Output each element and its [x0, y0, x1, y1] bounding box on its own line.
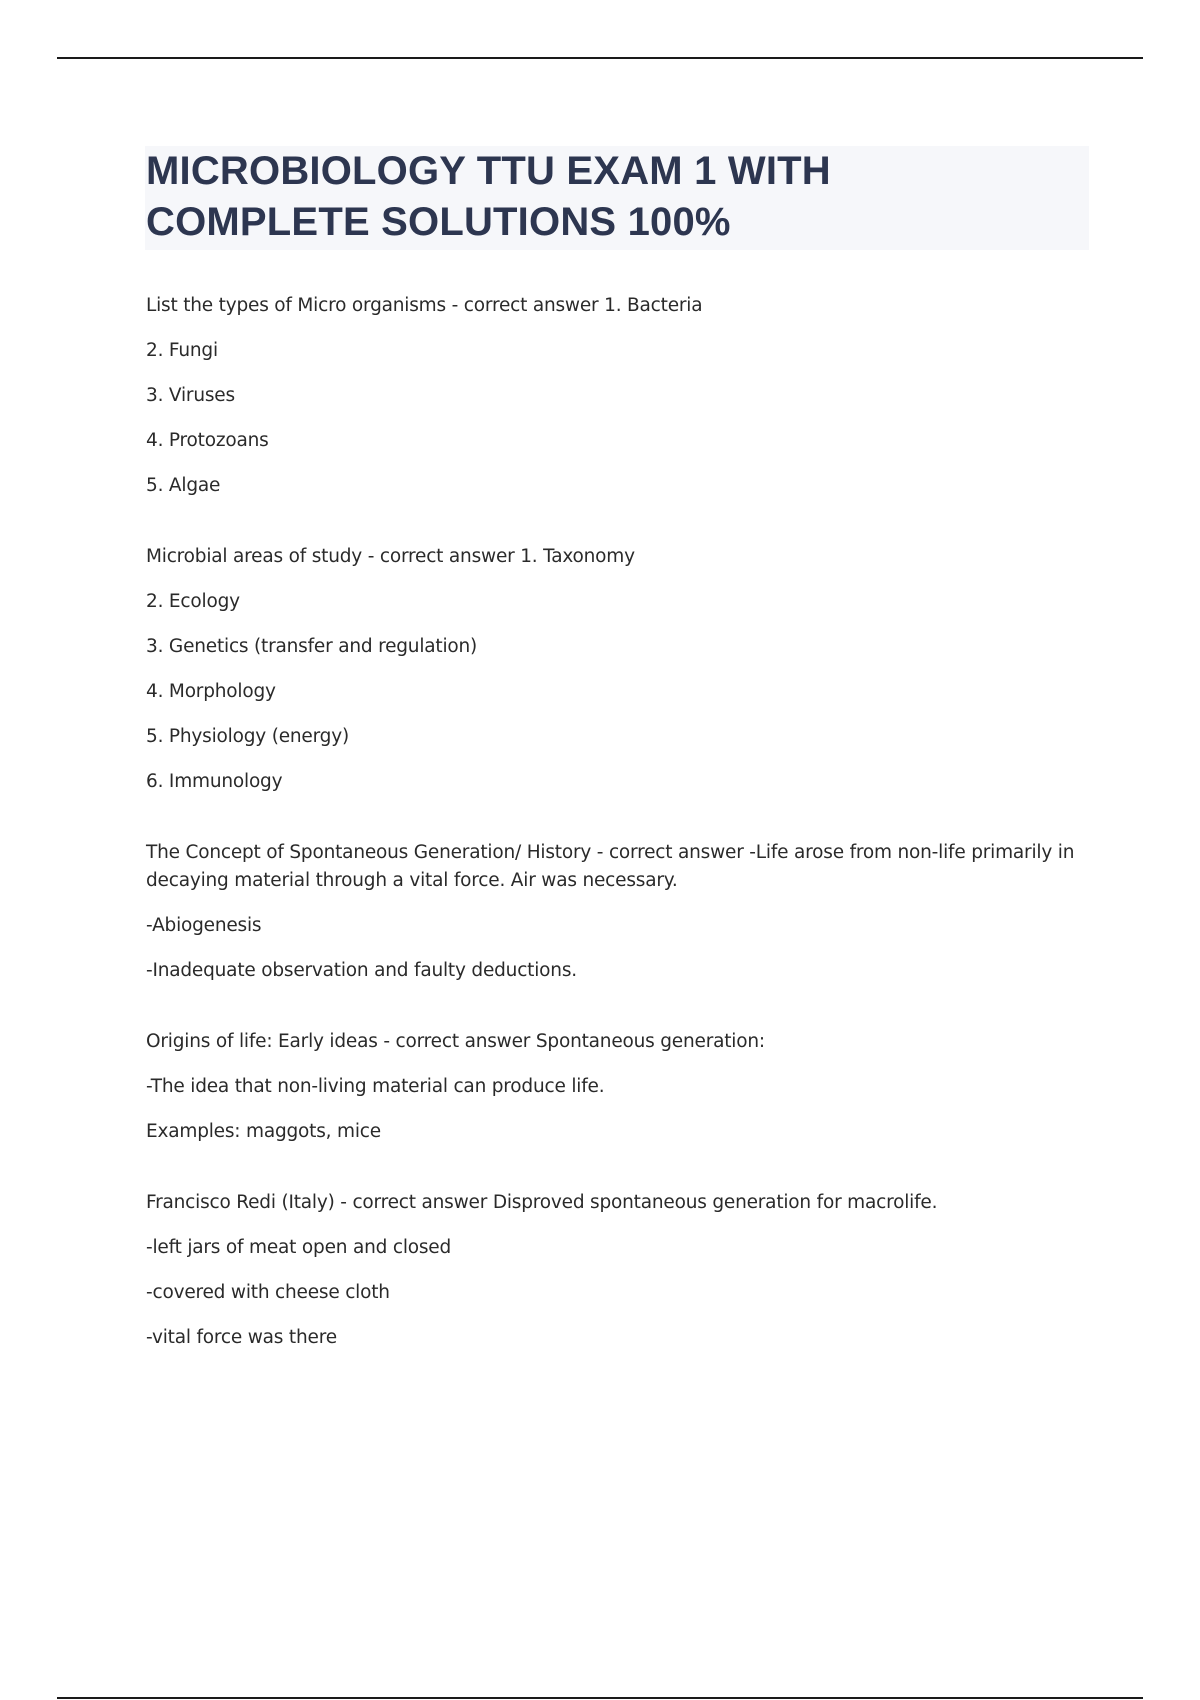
document-title-line-2: COMPLETE SOLUTIONS 100% [146, 200, 731, 244]
qa-item-microbial-areas [146, 543, 1076, 796]
qa-question-line: Francisco Redi (Italy) - correct answer Disproved spontaneous generation for macrolife. [146, 1192, 938, 1213]
qa-answer-line: 3. Viruses [146, 385, 235, 406]
page-top-rule [57, 57, 1143, 59]
qa-answer-line: 3. Genetics (transfer and regulation) [146, 636, 478, 657]
qa-answer-line: -Abiogenesis [146, 915, 262, 936]
qa-answer-line: -The idea that non-living material can produce life. [146, 1076, 605, 1097]
document-body [146, 292, 1076, 1395]
qa-item-micro-organisms [146, 292, 1076, 500]
qa-answer-line: -Inadequate observation and faulty deductions. [146, 960, 577, 981]
qa-item-spontaneous-generation [146, 839, 1076, 985]
qa-question-line: Origins of life: Early ideas - correct answer Spontaneous generation: [146, 1031, 765, 1052]
qa-answer-line: 5. Algae [146, 475, 221, 496]
qa-question-line: Microbial areas of study - correct answer 1. Taxonomy [146, 546, 635, 567]
qa-answer-line: -left jars of meat open and closed [146, 1237, 452, 1258]
qa-answer-line: -covered with cheese cloth [146, 1282, 390, 1303]
page-bottom-rule [57, 1697, 1143, 1699]
qa-answer-line: Examples: maggots, mice [146, 1121, 381, 1142]
qa-answer-line: 5. Physiology (energy) [146, 726, 349, 747]
document-title [146, 146, 1076, 248]
qa-answer-line: 4. Protozoans [146, 430, 269, 451]
qa-question-line: The Concept of Spontaneous Generation/ History - correct answer -Life arose from non-life primarily in decaying material through a vital force. Air was necessary. [146, 842, 1075, 891]
qa-answer-line: -vital force was there [146, 1327, 337, 1348]
qa-question-line: List the types of Micro organisms - correct answer 1. Bacteria [146, 295, 703, 316]
qa-answer-line: 2. Ecology [146, 591, 240, 612]
qa-answer-line: 2. Fungi [146, 340, 218, 361]
document-title-line-1: MICROBIOLOGY TTU EXAM 1 WITH [146, 149, 831, 193]
qa-answer-line: 6. Immunology [146, 771, 283, 792]
qa-item-francisco-redi [146, 1189, 1076, 1352]
qa-answer-line: 4. Morphology [146, 681, 276, 702]
qa-item-origins-of-life [146, 1028, 1076, 1146]
